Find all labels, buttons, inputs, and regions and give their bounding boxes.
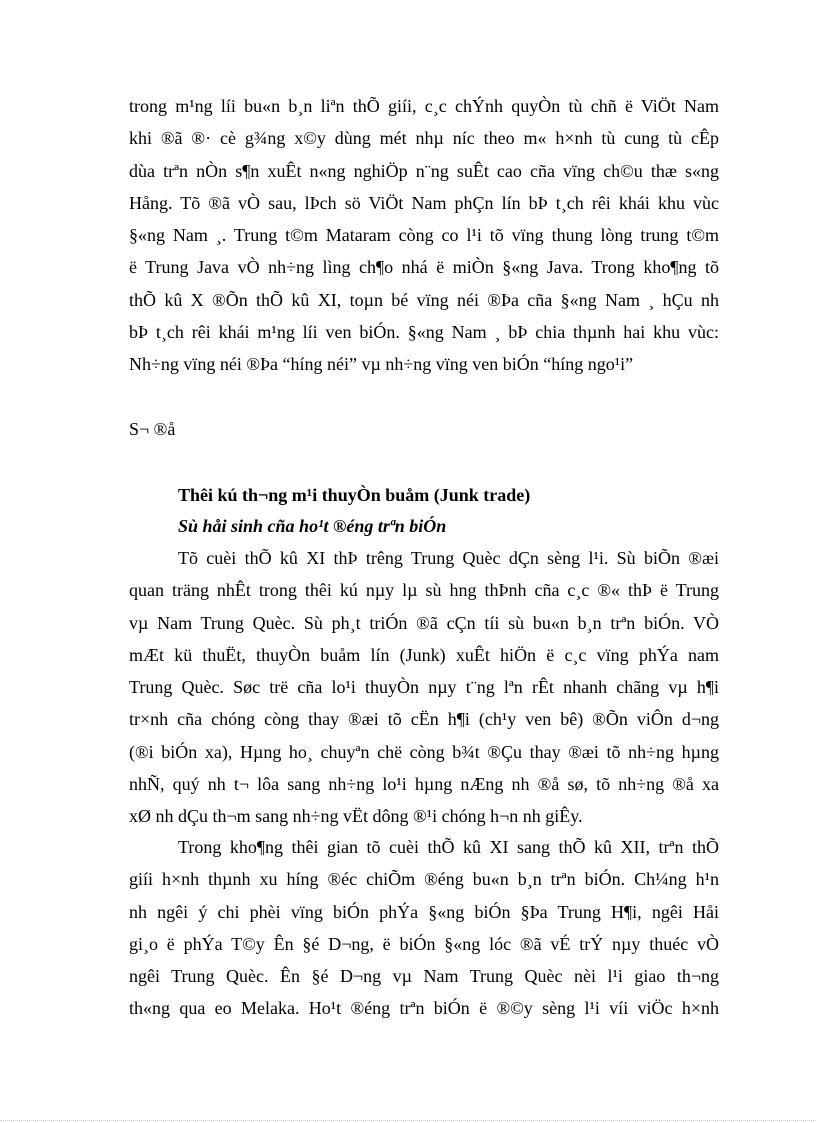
text-line: xØ nh dÇu th¬m sang nh÷ng vËt dông ®¹i chóng h¬n nh giÊy. [129, 806, 583, 827]
text-line: khi ®ã ®· cè g¾ng x©y dùng mét nhµ níc theo m« h×nh tù cung tù cÊp [129, 128, 719, 149]
paragraph-junk-trade [129, 542, 719, 833]
text-line: gi¸o ë phÝa T©y Ên §é D¬ng, ë biÓn §«ng lóc ®ã vÉ trÝ nµy thuéc vÒ [129, 933, 719, 954]
text-line: Trung Quèc. Søc trë cña lo¹i thuyÒn nµy t¨ng lªn rÊt nhanh chãng vµ h¶i [129, 677, 719, 698]
text-line: quan träng nhÊt trong thêi kú nµy lµ sù hng thÞnh cña c¸c ®« thÞ ë Trung [129, 580, 719, 601]
text-line: dùa trªn nÒn s¶n xuÊt n«ng nghiÖp n¨ng suÊt cao cña vïng ch©u thæ s«ng [129, 160, 719, 181]
text-line: trong m¹ng líi bu«n b¸n liªn thÕ giíi, c¸c chÝnh quyÒn tù chñ ë ViÖt Nam [129, 96, 719, 116]
text-line: thÕ kû X ®Õn thÕ kû XI, toµn bé vïng néi ®Þa cña §«ng Nam ¸ hÇu nh [129, 289, 719, 310]
text-line: (®i biÓn xa), Hµng ho¸ chuyªn chë còng b¾t ®Çu thay ®æi tõ nh÷ng hµng [129, 741, 719, 762]
section-heading: Thêi kú th¬ng m¹i thuyÒn buåm (Junk trade) [178, 485, 531, 505]
text-line: giíi h×nh thµnh xu híng ®éc chiÕm ®éng bu«n b¸n trªn biÓn. Ch¼ng h¹n [129, 869, 719, 890]
text-line: bÞ t¸ch rêi khái m¹ng líi ven biÓn. §«ng Nam ¸ bÞ chia thµnh hai khu vùc: [129, 322, 719, 343]
text-line: th«ng qua eo Melaka. Ho¹t ®éng trªn biÓn ë ®©y sèng l¹i víi viÖc h×nh [129, 998, 719, 1019]
text-line: Nh÷ng vïng néi ®Þa “híng néi” vµ nh÷ng vïng ven biÓn “híng ngo¹i” [129, 354, 634, 375]
paragraph-monopoly [129, 831, 719, 1025]
text-line: vµ Nam Trung Quèc. Sù ph¸t triÓn ®ã cÇn tíi sù bu«n b¸n trªn biÓn. VÒ [129, 612, 719, 633]
text-line: §«ng Nam ¸. Trung t©m Mataram còng co l¹i tõ vïng thung lòng trung t©m [129, 225, 719, 246]
text-line: Hång. Tõ ®ã vÒ sau, lÞch sö ViÖt Nam phÇn lín bÞ t¸ch rêi khái khu vùc [129, 192, 719, 213]
section-subheading: Sù håi sinh cña ho¹t ®éng trªn biÓn [178, 516, 447, 536]
text-line: ë Trung Java vÒ nh÷ng lìng ch¶o nhá ë miÒn §«ng Java. Trong kho¶ng tõ [129, 257, 719, 278]
text-line: nhÑ, quý nh t¬ lôa sang nh÷ng lo¹i hµng nÆng nh ®å sø, tõ nh÷ng ®å xa [129, 774, 719, 795]
text-line: nh ngêi ý chi phèi vïng biÓn phÝa §«ng biÓn §Þa Trung H¶i, ngêi Håi [129, 901, 719, 922]
text-line: ngêi Trung Quèc. Ên §é D¬ng vµ Nam Trung Quèc nèi l¹i giao th¬ng [129, 966, 719, 987]
text-line: mÆt kü thuËt, thuyÒn buåm lín (Junk) xuÊt hiÖn ë c¸c vïng phÝa nam [129, 644, 719, 665]
text-line: tr×nh cña chóng còng thay ®æi tõ cËn h¶i (ch¹y ven bê) ®Õn viÔn d¬ng [129, 709, 719, 730]
page-bottom-divider [0, 1120, 816, 1121]
diagram-label: S¬ ®å [129, 419, 176, 439]
paragraph-intro [129, 90, 719, 381]
text-line: Tõ cuèi thÕ kû XI thÞ trêng Trung Quèc dÇn sèng l¹i. Sù biÕn ®æi [178, 548, 719, 568]
text-line: Trong kho¶ng thêi gian tõ cuèi thÕ kû XI sang thÕ kû XII, trªn thÕ [178, 837, 719, 857]
